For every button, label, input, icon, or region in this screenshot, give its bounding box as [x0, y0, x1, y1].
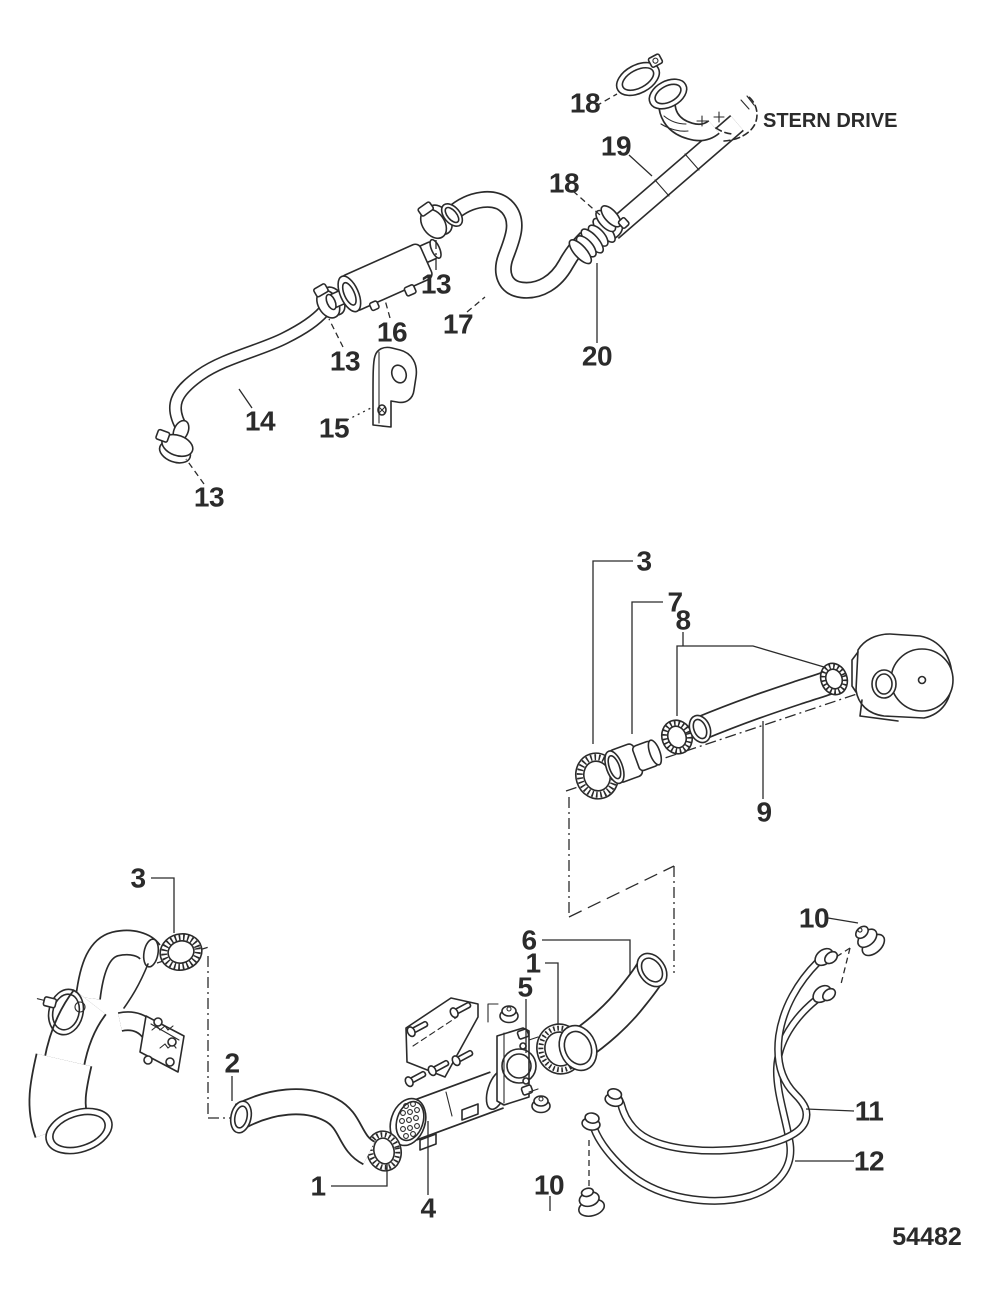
callout-3: 3 — [636, 545, 652, 577]
seal-ring-3-lower — [156, 929, 205, 974]
callout-2: 2 — [224, 1047, 240, 1079]
callout-20: 20 — [581, 340, 613, 372]
callout-14: 14 — [244, 405, 276, 437]
fitting-10-lower — [574, 1185, 606, 1219]
callout-18: 18 — [569, 87, 601, 119]
callout-18: 18 — [548, 167, 580, 199]
callout-7: 7 — [667, 586, 683, 618]
alignment-dash — [836, 948, 850, 957]
tube-9 — [685, 680, 834, 746]
hose-17 — [438, 199, 586, 290]
callout-12: 12 — [853, 1145, 885, 1177]
callout-8: 8 — [675, 604, 691, 636]
top-exhaust-assembly — [150, 53, 757, 467]
nut-upper — [488, 1004, 518, 1023]
stern-drive-label: STERN DRIVE — [763, 110, 898, 132]
callout-1: 1 — [310, 1170, 326, 1202]
hose-clamp-13-bottom — [150, 428, 196, 467]
callout-10: 10 — [533, 1169, 565, 1201]
callout-1: 1 — [525, 947, 541, 979]
centerline — [569, 866, 674, 917]
callout-4: 4 — [420, 1192, 436, 1224]
exhaust-y-pipe — [30, 938, 184, 1161]
pump-housing — [852, 634, 953, 721]
callout-5: 5 — [517, 971, 533, 1003]
callout-3: 3 — [130, 862, 146, 894]
callout-13: 13 — [329, 345, 361, 377]
callout-9: 9 — [756, 796, 772, 828]
callout-10: 10 — [798, 902, 830, 934]
callout-15: 15 — [318, 412, 350, 444]
callout-13: 13 — [420, 268, 452, 300]
cooler-4 — [384, 1068, 511, 1150]
alignment-dash — [841, 948, 850, 984]
callout-13: 13 — [193, 481, 225, 513]
callout-19: 19 — [600, 130, 632, 162]
fitting-10-upper — [849, 920, 888, 960]
hose-6 — [553, 948, 673, 1076]
nut-lower — [532, 1096, 550, 1113]
bracket-5 — [497, 1028, 538, 1105]
mounting-plate — [404, 998, 478, 1088]
middle-hose-assembly — [566, 634, 953, 804]
connector-7 — [601, 735, 665, 786]
hose-2 — [228, 1099, 369, 1153]
bottom-assembly — [30, 797, 888, 1219]
drawing-number: 54482 — [892, 1223, 962, 1251]
callout-11: 11 — [854, 1095, 884, 1127]
callout-17: 17 — [442, 308, 474, 340]
bracket-15 — [373, 347, 416, 427]
callout-6: 6 — [521, 924, 537, 956]
callout-16: 16 — [376, 316, 408, 348]
